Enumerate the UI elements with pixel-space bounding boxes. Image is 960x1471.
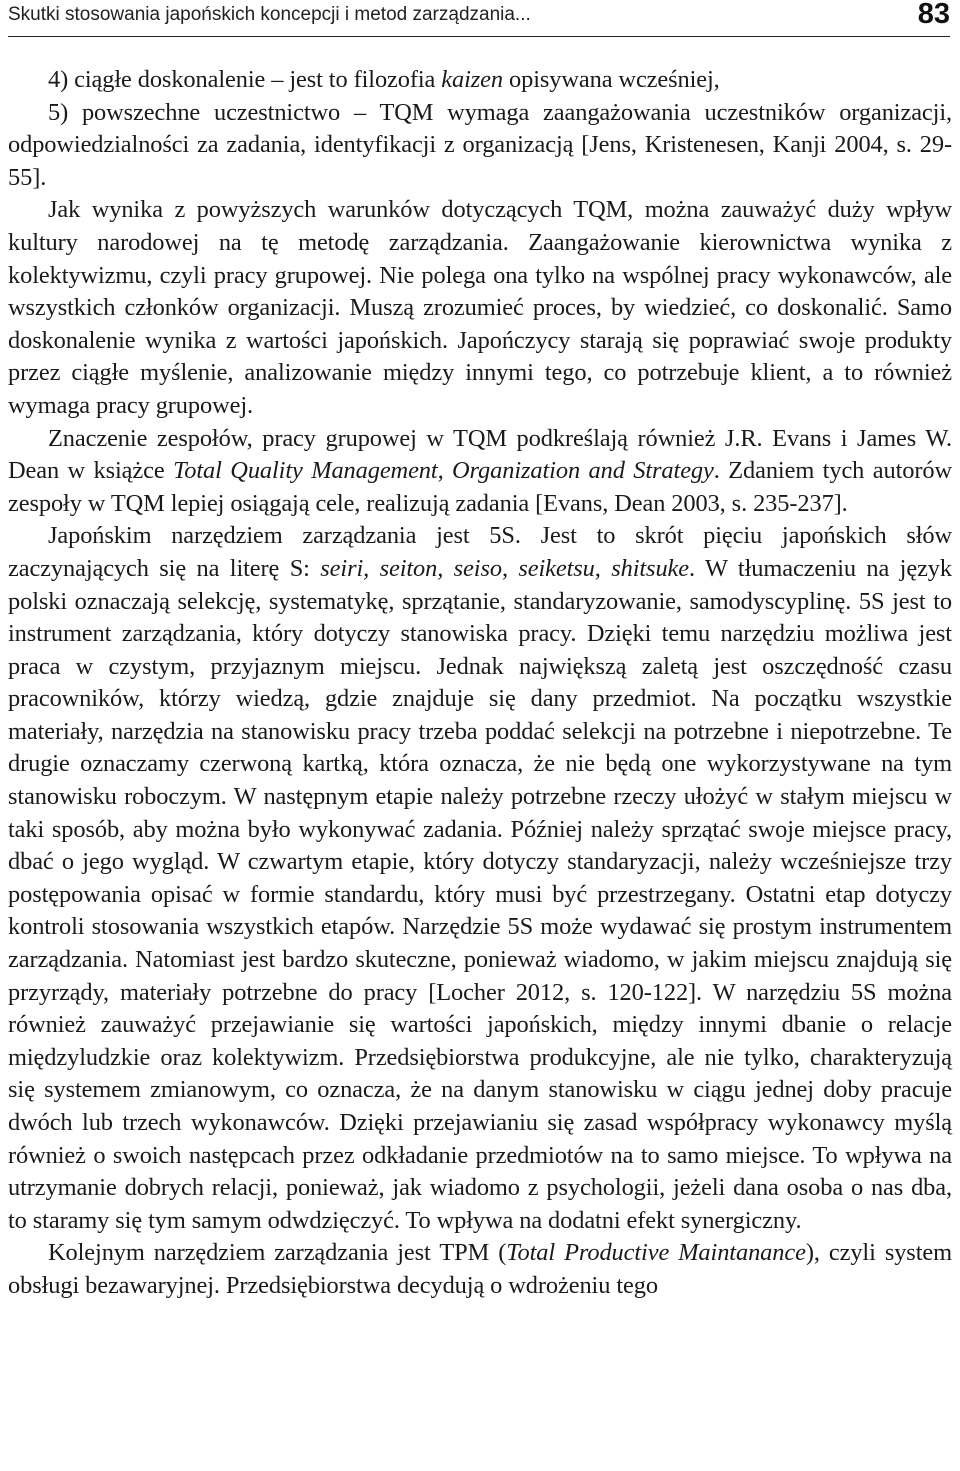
5s-terms: seiri, seiton, seiso, seiketsu, shitsuke (320, 554, 689, 582)
list-number: 5) (48, 98, 69, 126)
list-item-4: 4) ciągłe doskonalenie – jest to filozofia kaizen opisywana wcześniej, (48, 66, 720, 93)
term-kaizen: kaizen (441, 66, 504, 93)
list-number: 4) (48, 66, 69, 93)
body-text (8, 64, 952, 1303)
paragraph-teams: Znaczenie zespołów, pracy grupowej w TQM podkreślają również J.R. Evans i James W. Dean w książce Total Quality Management, Organization and Strategy. Zdaniem tych autorów zespoły w TQM lepiej osiągają cele, realizują zadania [Evans, Dean 2003, s. 235-237]. (8, 424, 952, 517)
book-title: Total Quality Management, Organization and Strategy (173, 457, 714, 485)
paragraph-tqm-culture: Jak wynika z powyższych warunków dotyczących TQM, można zauważyć duży wpływ kultury narodowej na tę metodę zarządzania. Zaangażowanie kierownictwa wynika z kolektywizmu, czyli pracy grupowej. Nie polega ona tylko na wspólnej pracy wykonawców, ale wszystkich członków organizacji. Muszą zrozumieć proces, by wiedzieć, co doskonalić. Samo doskonalenie wynika z wartości japońskich. Japończycy starają się poprawiać swoje produkty przez ciągłe myślenie, analizowanie między innymi tego, co potrzebuje klient, a to również wymaga pracy grupowej. (8, 196, 952, 419)
running-header (8, 0, 950, 37)
tpm-term: Total Productive Maintanance (506, 1239, 806, 1267)
paragraph-5s: Japońskim narzędziem zarządzania jest 5S. Jest to skrót pięciu japońskich słów zaczynających się na literę S: seiri, seiton, seiso, seiketsu, shitsuke. W tłumaczeniu na język polski oznaczają selekcję, systematykę, sprzątanie, standaryzowanie, samodyscyplinę. 5S jest to instrument zarządzania, który dotyczy stanowiska pracy. Dzięki temu narzędziu możliwa jest praca w czystym, przyjaznym miejscu. Jednak największą zaletą jest oszczędność czasu pracowników, którzy wiedzą, gdzie znajduje się dany przedmiot. Na początku wszystkie materiały, narzędzia na stanowisku pracy trzeba poddać selekcji na potrzebne i niepotrzebne. Te drugie oznaczamy czerwoną kartką, która oznacza, że nie będą one wykorzystywane na tym stanowisku roboczym. W następnym etapie należy potrzebne rzeczy ułożyć w stałym miejscu w taki sposób, aby można było wykonywać zadania. Później należy sprzątać swoje miejsce pracy, dbać o jego wygląd. W czwartym etapie, który dotyczy standaryzacji, należy wcześniejsze trzy postępowania opisać w formie standardu, który musi być przestrzegany. Ostatni etap dotyczy kontroli stosowania wszystkich etapów. Narzędzie 5S może wydawać się prostym instrumentem zarządzania. Natomiast jest bardzo skuteczne, ponieważ wiadomo, w jakim miejscu znajdują się przyrządy, materiały potrzebne do pracy [Locher 2012, s. 120-122]. W narzędziu 5S można również zauważyć przejawianie się wartości japońskich, między innymi dbanie o relacje międzyludzkie oraz kolektywizm. Przedsiębiorstwa produkcyjne, ale nie tylko, charakteryzują się systemem zmianowym, co oznacza, że na danym stanowisku w ciągu jednej doby pracuje dwóch lub trzech wykonawców. Dzięki przejawianiu się zasad współpracy wykonawcy myślą również o swoich następcach przez odkładanie przedmiotów na to samo miejsce. To wpływa na utrzymanie dobrych relacji, ponieważ, jak wiadomo z psychologii, jeżeli dana osoba o nas dba, to staramy się tym samym odwdzięczyć. To wpływa na dodatni efekt synergiczny. (8, 522, 952, 1234)
running-title: Skutki stosowania japońskich koncepcji i metod zarządzania... (8, 4, 531, 25)
page-number: 83 (917, 0, 950, 30)
list-item-5: 5) powszechne uczestnictwo – TQM wymaga zaangażowania uczestników organizacji, odpowiedzialności za zadania, identyfikacji z organizacją [Jens, Kristenesen, Kanji 2004, s. 29-55]. (8, 98, 952, 191)
paragraph-tpm: Kolejnym narzędziem zarządzania jest TPM (Total Productive Maintanance), czyli system obsługi bezawaryjnej. Przedsiębiorstwa decydują o wdrożeniu tego (8, 1239, 952, 1299)
